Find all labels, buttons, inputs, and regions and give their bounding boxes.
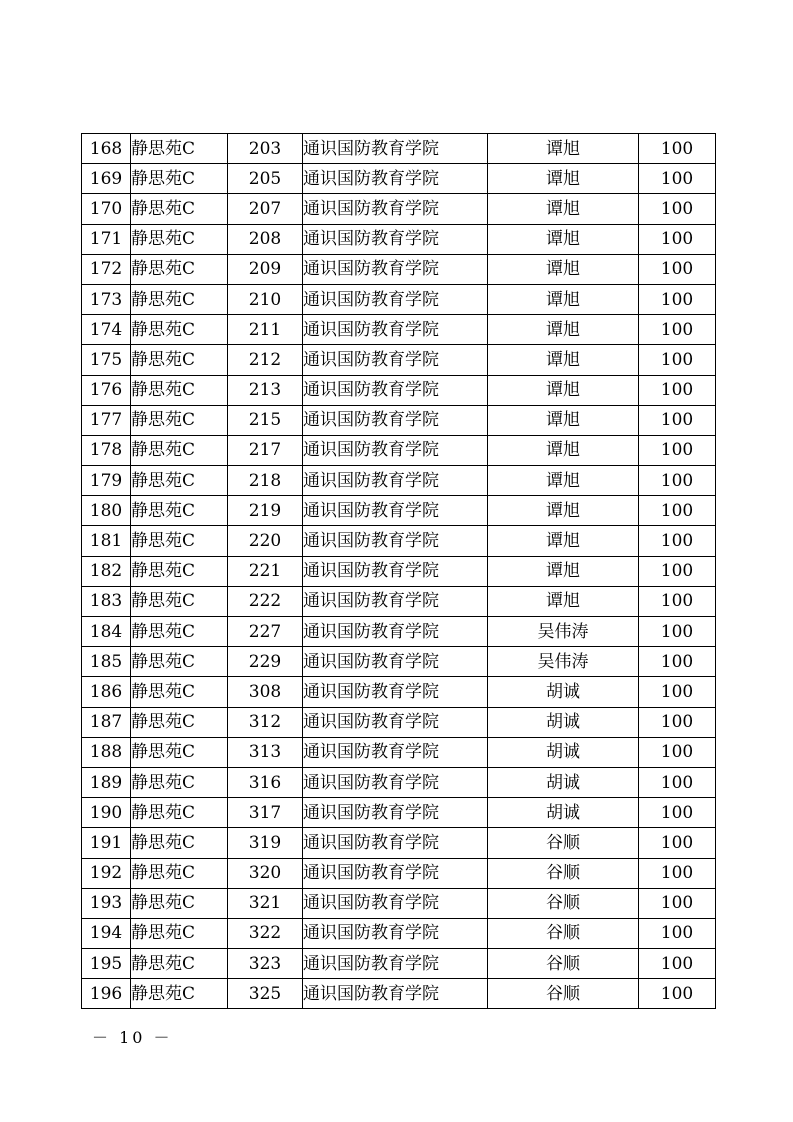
score-cell: 100 bbox=[639, 194, 716, 224]
college-cell: 通识国防教育学院 bbox=[303, 194, 488, 224]
seq-number-cell: 191 bbox=[82, 828, 131, 858]
room-number-cell: 217 bbox=[228, 435, 303, 465]
building-cell: 静思苑C bbox=[131, 526, 228, 556]
score-cell: 100 bbox=[639, 586, 716, 616]
table-row bbox=[82, 617, 716, 647]
page-number: － 10 － bbox=[92, 1028, 173, 1047]
responsible-person-cell: 谭旭 bbox=[488, 556, 639, 586]
building-cell: 静思苑C bbox=[131, 435, 228, 465]
responsible-person-cell: 胡诚 bbox=[488, 677, 639, 707]
building-cell: 静思苑C bbox=[131, 677, 228, 707]
score-cell: 100 bbox=[639, 375, 716, 405]
room-number-cell: 219 bbox=[228, 496, 303, 526]
seq-number-cell: 196 bbox=[82, 979, 131, 1009]
score-cell: 100 bbox=[639, 496, 716, 526]
score-cell: 100 bbox=[639, 435, 716, 465]
score-cell: 100 bbox=[639, 315, 716, 345]
table-row bbox=[82, 526, 716, 556]
room-number-cell: 218 bbox=[228, 466, 303, 496]
building-cell: 静思苑C bbox=[131, 707, 228, 737]
seq-number-cell: 168 bbox=[82, 134, 131, 164]
score-cell: 100 bbox=[639, 647, 716, 677]
responsible-person-cell: 谭旭 bbox=[488, 586, 639, 616]
building-cell: 静思苑C bbox=[131, 647, 228, 677]
seq-number-cell: 183 bbox=[82, 586, 131, 616]
room-number-cell: 205 bbox=[228, 164, 303, 194]
responsible-person-cell: 谷顺 bbox=[488, 858, 639, 888]
score-cell: 100 bbox=[639, 164, 716, 194]
responsible-person-cell: 谭旭 bbox=[488, 134, 639, 164]
room-number-cell: 312 bbox=[228, 707, 303, 737]
score-cell: 100 bbox=[639, 405, 716, 435]
room-number-cell: 227 bbox=[228, 617, 303, 647]
room-number-cell: 210 bbox=[228, 284, 303, 314]
room-number-cell: 319 bbox=[228, 828, 303, 858]
responsible-person-cell: 胡诚 bbox=[488, 798, 639, 828]
room-number-cell: 320 bbox=[228, 858, 303, 888]
college-cell: 通识国防教育学院 bbox=[303, 949, 488, 979]
room-number-cell: 203 bbox=[228, 134, 303, 164]
college-cell: 通识国防教育学院 bbox=[303, 737, 488, 767]
building-cell: 静思苑C bbox=[131, 194, 228, 224]
room-number-cell: 207 bbox=[228, 194, 303, 224]
seq-number-cell: 192 bbox=[82, 858, 131, 888]
table-row bbox=[82, 466, 716, 496]
college-cell: 通识国防教育学院 bbox=[303, 405, 488, 435]
room-number-cell: 229 bbox=[228, 647, 303, 677]
score-cell: 100 bbox=[639, 134, 716, 164]
seq-number-cell: 177 bbox=[82, 405, 131, 435]
responsible-person-cell: 谭旭 bbox=[488, 254, 639, 284]
responsible-person-cell: 谷顺 bbox=[488, 918, 639, 948]
seq-number-cell: 195 bbox=[82, 949, 131, 979]
responsible-person-cell: 吴伟涛 bbox=[488, 647, 639, 677]
building-cell: 静思苑C bbox=[131, 315, 228, 345]
score-cell: 100 bbox=[639, 858, 716, 888]
responsible-person-cell: 谷顺 bbox=[488, 949, 639, 979]
seq-number-cell: 179 bbox=[82, 466, 131, 496]
college-cell: 通识国防教育学院 bbox=[303, 375, 488, 405]
responsible-person-cell: 谭旭 bbox=[488, 284, 639, 314]
room-number-cell: 209 bbox=[228, 254, 303, 284]
score-cell: 100 bbox=[639, 556, 716, 586]
table-row bbox=[82, 918, 716, 948]
seq-number-cell: 176 bbox=[82, 375, 131, 405]
college-cell: 通识国防教育学院 bbox=[303, 798, 488, 828]
responsible-person-cell: 胡诚 bbox=[488, 737, 639, 767]
college-cell: 通识国防教育学院 bbox=[303, 134, 488, 164]
table-row bbox=[82, 556, 716, 586]
room-number-cell: 211 bbox=[228, 315, 303, 345]
dorm-score-table bbox=[81, 133, 716, 1009]
seq-number-cell: 181 bbox=[82, 526, 131, 556]
seq-number-cell: 193 bbox=[82, 888, 131, 918]
table-row bbox=[82, 375, 716, 405]
college-cell: 通识国防教育学院 bbox=[303, 586, 488, 616]
table-row bbox=[82, 435, 716, 465]
responsible-person-cell: 谭旭 bbox=[488, 466, 639, 496]
responsible-person-cell: 谭旭 bbox=[488, 496, 639, 526]
building-cell: 静思苑C bbox=[131, 556, 228, 586]
building-cell: 静思苑C bbox=[131, 858, 228, 888]
building-cell: 静思苑C bbox=[131, 405, 228, 435]
table-row bbox=[82, 707, 716, 737]
seq-number-cell: 169 bbox=[82, 164, 131, 194]
score-cell: 100 bbox=[639, 707, 716, 737]
table-row bbox=[82, 828, 716, 858]
seq-number-cell: 175 bbox=[82, 345, 131, 375]
building-cell: 静思苑C bbox=[131, 586, 228, 616]
room-number-cell: 212 bbox=[228, 345, 303, 375]
table-row bbox=[82, 194, 716, 224]
score-cell: 100 bbox=[639, 466, 716, 496]
score-cell: 100 bbox=[639, 254, 716, 284]
building-cell: 静思苑C bbox=[131, 798, 228, 828]
table-row bbox=[82, 888, 716, 918]
seq-number-cell: 185 bbox=[82, 647, 131, 677]
college-cell: 通识国防教育学院 bbox=[303, 496, 488, 526]
seq-number-cell: 189 bbox=[82, 767, 131, 797]
score-cell: 100 bbox=[639, 767, 716, 797]
room-number-cell: 322 bbox=[228, 918, 303, 948]
building-cell: 静思苑C bbox=[131, 164, 228, 194]
responsible-person-cell: 谭旭 bbox=[488, 194, 639, 224]
college-cell: 通识国防教育学院 bbox=[303, 979, 488, 1009]
score-cell: 100 bbox=[639, 798, 716, 828]
building-cell: 静思苑C bbox=[131, 224, 228, 254]
table-row bbox=[82, 586, 716, 616]
table-row bbox=[82, 798, 716, 828]
table-row bbox=[82, 949, 716, 979]
building-cell: 静思苑C bbox=[131, 617, 228, 647]
score-cell: 100 bbox=[639, 526, 716, 556]
college-cell: 通识国防教育学院 bbox=[303, 435, 488, 465]
room-number-cell: 220 bbox=[228, 526, 303, 556]
table-row bbox=[82, 164, 716, 194]
college-cell: 通识国防教育学院 bbox=[303, 164, 488, 194]
room-number-cell: 313 bbox=[228, 737, 303, 767]
building-cell: 静思苑C bbox=[131, 254, 228, 284]
college-cell: 通识国防教育学院 bbox=[303, 888, 488, 918]
room-number-cell: 308 bbox=[228, 677, 303, 707]
responsible-person-cell: 谭旭 bbox=[488, 345, 639, 375]
seq-number-cell: 172 bbox=[82, 254, 131, 284]
building-cell: 静思苑C bbox=[131, 767, 228, 797]
responsible-person-cell: 谷顺 bbox=[488, 979, 639, 1009]
college-cell: 通识国防教育学院 bbox=[303, 767, 488, 797]
seq-number-cell: 184 bbox=[82, 617, 131, 647]
responsible-person-cell: 胡诚 bbox=[488, 767, 639, 797]
table-row bbox=[82, 979, 716, 1009]
score-cell: 100 bbox=[639, 888, 716, 918]
room-number-cell: 221 bbox=[228, 556, 303, 586]
room-number-cell: 213 bbox=[228, 375, 303, 405]
college-cell: 通识国防教育学院 bbox=[303, 315, 488, 345]
score-cell: 100 bbox=[639, 224, 716, 254]
table-row bbox=[82, 737, 716, 767]
room-number-cell: 325 bbox=[228, 979, 303, 1009]
table-row bbox=[82, 858, 716, 888]
score-cell: 100 bbox=[639, 918, 716, 948]
college-cell: 通识国防教育学院 bbox=[303, 858, 488, 888]
responsible-person-cell: 谷顺 bbox=[488, 828, 639, 858]
seq-number-cell: 173 bbox=[82, 284, 131, 314]
score-cell: 100 bbox=[639, 737, 716, 767]
room-number-cell: 317 bbox=[228, 798, 303, 828]
table-row bbox=[82, 767, 716, 797]
building-cell: 静思苑C bbox=[131, 828, 228, 858]
college-cell: 通识国防教育学院 bbox=[303, 254, 488, 284]
college-cell: 通识国防教育学院 bbox=[303, 345, 488, 375]
score-cell: 100 bbox=[639, 677, 716, 707]
table-row bbox=[82, 254, 716, 284]
room-number-cell: 215 bbox=[228, 405, 303, 435]
seq-number-cell: 174 bbox=[82, 315, 131, 345]
score-cell: 100 bbox=[639, 828, 716, 858]
room-number-cell: 316 bbox=[228, 767, 303, 797]
college-cell: 通识国防教育学院 bbox=[303, 284, 488, 314]
responsible-person-cell: 谭旭 bbox=[488, 405, 639, 435]
table-body bbox=[82, 134, 716, 1009]
table-row bbox=[82, 677, 716, 707]
table-row bbox=[82, 134, 716, 164]
seq-number-cell: 180 bbox=[82, 496, 131, 526]
score-cell: 100 bbox=[639, 949, 716, 979]
seq-number-cell: 182 bbox=[82, 556, 131, 586]
college-cell: 通识国防教育学院 bbox=[303, 556, 488, 586]
building-cell: 静思苑C bbox=[131, 375, 228, 405]
seq-number-cell: 194 bbox=[82, 918, 131, 948]
college-cell: 通识国防教育学院 bbox=[303, 647, 488, 677]
responsible-person-cell: 谭旭 bbox=[488, 526, 639, 556]
building-cell: 静思苑C bbox=[131, 918, 228, 948]
college-cell: 通识国防教育学院 bbox=[303, 617, 488, 647]
room-number-cell: 208 bbox=[228, 224, 303, 254]
seq-number-cell: 186 bbox=[82, 677, 131, 707]
table-row bbox=[82, 315, 716, 345]
responsible-person-cell: 胡诚 bbox=[488, 707, 639, 737]
seq-number-cell: 190 bbox=[82, 798, 131, 828]
responsible-person-cell: 谭旭 bbox=[488, 315, 639, 345]
building-cell: 静思苑C bbox=[131, 737, 228, 767]
college-cell: 通识国防教育学院 bbox=[303, 707, 488, 737]
seq-number-cell: 170 bbox=[82, 194, 131, 224]
responsible-person-cell: 谭旭 bbox=[488, 435, 639, 465]
college-cell: 通识国防教育学院 bbox=[303, 526, 488, 556]
building-cell: 静思苑C bbox=[131, 345, 228, 375]
seq-number-cell: 178 bbox=[82, 435, 131, 465]
score-cell: 100 bbox=[639, 617, 716, 647]
building-cell: 静思苑C bbox=[131, 949, 228, 979]
room-number-cell: 323 bbox=[228, 949, 303, 979]
building-cell: 静思苑C bbox=[131, 466, 228, 496]
responsible-person-cell: 谭旭 bbox=[488, 164, 639, 194]
table-row bbox=[82, 405, 716, 435]
building-cell: 静思苑C bbox=[131, 888, 228, 918]
college-cell: 通识国防教育学院 bbox=[303, 224, 488, 254]
responsible-person-cell: 谭旭 bbox=[488, 224, 639, 254]
building-cell: 静思苑C bbox=[131, 284, 228, 314]
college-cell: 通识国防教育学院 bbox=[303, 677, 488, 707]
responsible-person-cell: 吴伟涛 bbox=[488, 617, 639, 647]
room-number-cell: 321 bbox=[228, 888, 303, 918]
seq-number-cell: 188 bbox=[82, 737, 131, 767]
table-row bbox=[82, 284, 716, 314]
seq-number-cell: 171 bbox=[82, 224, 131, 254]
score-cell: 100 bbox=[639, 979, 716, 1009]
table-row bbox=[82, 224, 716, 254]
responsible-person-cell: 谭旭 bbox=[488, 375, 639, 405]
college-cell: 通识国防教育学院 bbox=[303, 466, 488, 496]
college-cell: 通识国防教育学院 bbox=[303, 918, 488, 948]
score-cell: 100 bbox=[639, 284, 716, 314]
building-cell: 静思苑C bbox=[131, 134, 228, 164]
room-number-cell: 222 bbox=[228, 586, 303, 616]
score-cell: 100 bbox=[639, 345, 716, 375]
building-cell: 静思苑C bbox=[131, 496, 228, 526]
responsible-person-cell: 谷顺 bbox=[488, 888, 639, 918]
table-row bbox=[82, 496, 716, 526]
college-cell: 通识国防教育学院 bbox=[303, 828, 488, 858]
seq-number-cell: 187 bbox=[82, 707, 131, 737]
building-cell: 静思苑C bbox=[131, 979, 228, 1009]
table-row bbox=[82, 345, 716, 375]
table-row bbox=[82, 647, 716, 677]
